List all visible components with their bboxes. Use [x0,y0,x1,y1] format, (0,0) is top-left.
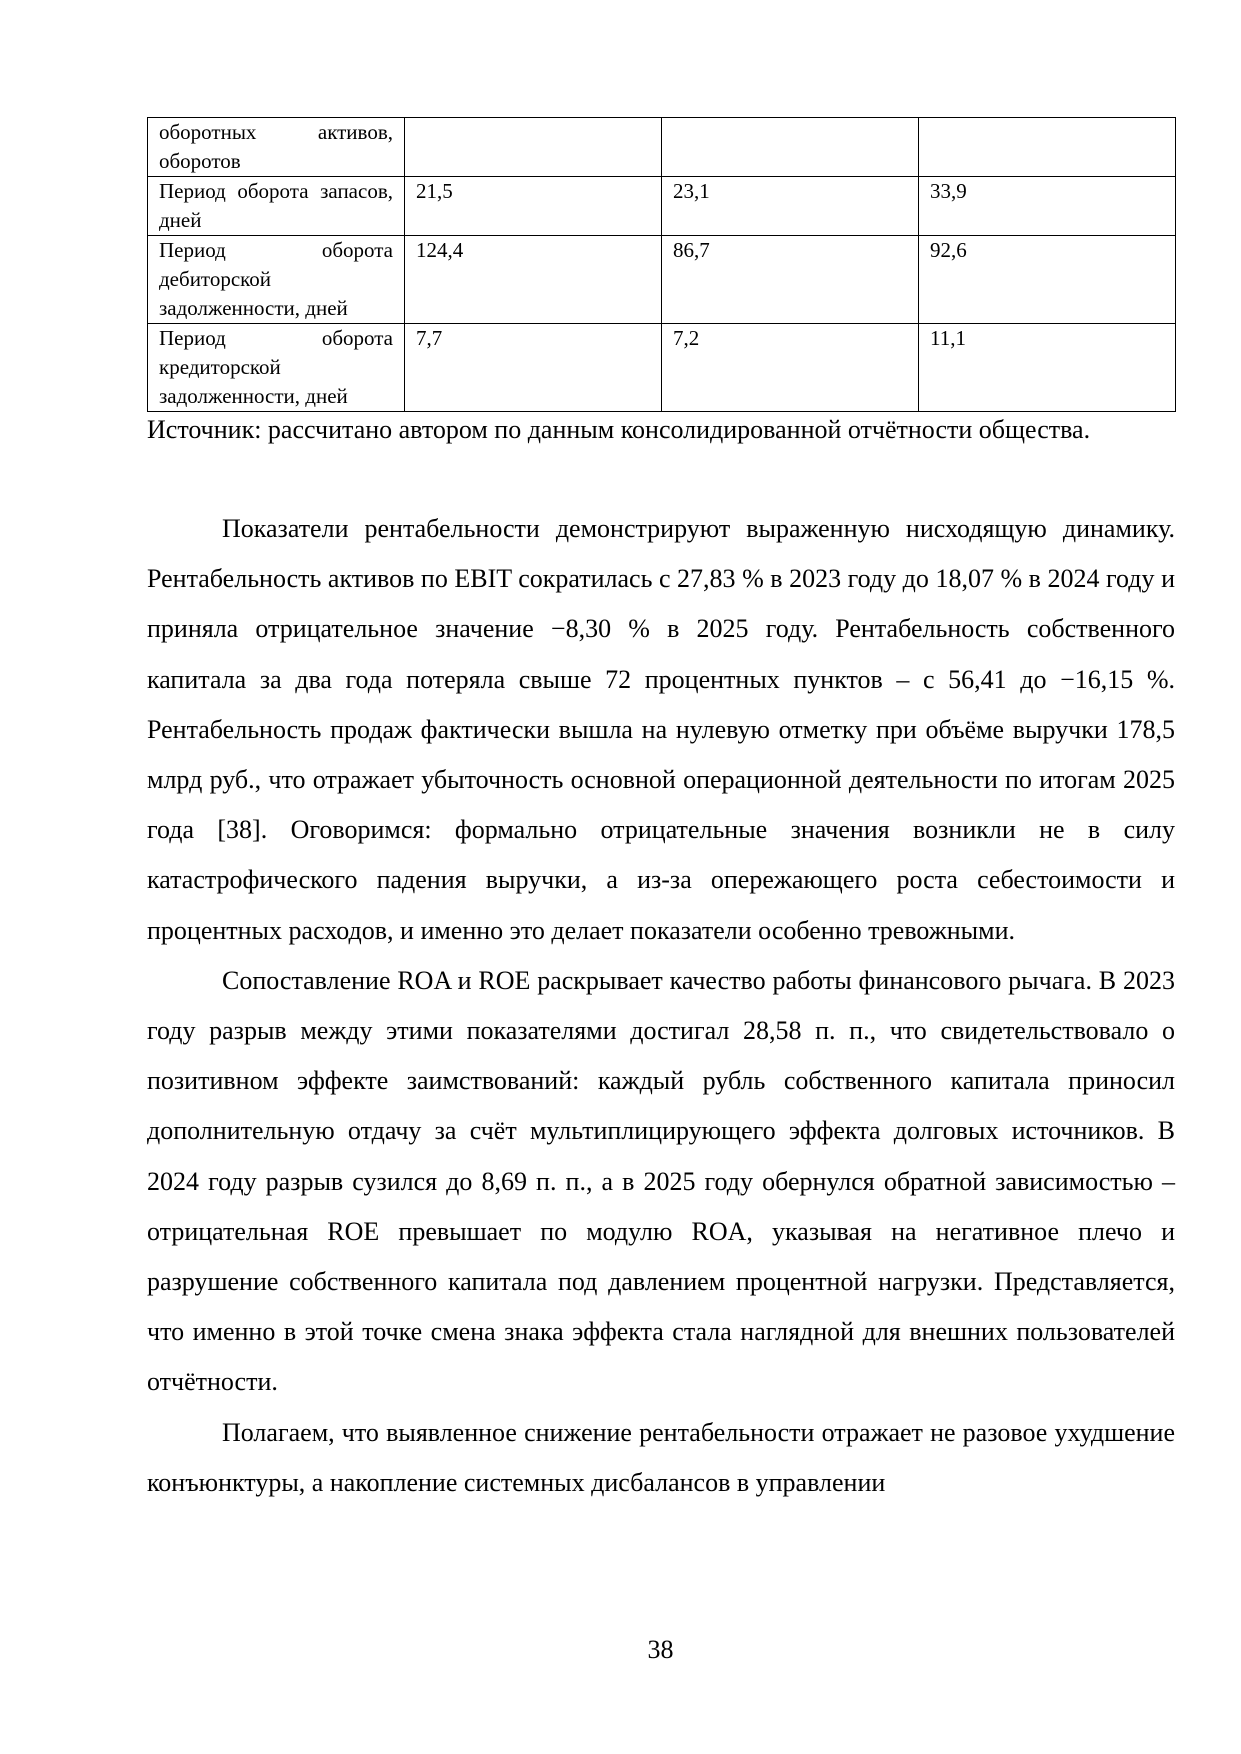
table-source-note: Источник: рассчитано автором по данным консолидированной отчётности общества. [147,415,1091,444]
paragraph-leverage: Сопоставление ROA и ROE раскрывает качество работы финансового рычага. В 2023 году разрыв между этими показателями достигал 28,58 п. п., что свидетельствовало о позитивном эффекте заимствований: каждый рубль собственного капитала приносил дополнительную отдачу за счёт мультиплицирующего эффекта долговых источников. В 2024 году разрыв сузился до 8,69 п. п., а в 2025 году обернулся обратной зависимостью – отрицательная ROE превышает по модулю ROA, указывая на негативное плечо и разрушение собственного капитала под давлением процентной нагрузки. Представляется, что именно в этой точке смена знака эффекта стала наглядной для внешних пользователей отчётности. [147,965,1175,1397]
table-cell: 92,6 [919,236,1176,324]
table-cell: 7,2 [662,324,919,412]
paragraph-conclusion: Полагаем, что выявленное снижение рентабельности отражает не разовое ухудшение конъюнктуры, а накопление системных дисбалансов в управлении [147,1417,1175,1497]
page-number: 38 [647,1635,674,1664]
table-cell-label: Период оборота кредиторской задолженности, дней [148,324,405,412]
table-cell [662,118,919,177]
table-row [148,236,1176,324]
table-cell: 23,1 [662,177,919,236]
body-text [147,504,1175,1508]
table-row [148,324,1176,412]
table-cell [405,118,662,177]
paragraph-profitability: Показатели рентабельности демонстрируют выраженную нисходящую динамику. Рентабельность активов по EBIT сократилась с 27,83 % в 2023 году до 18,07 % в 2024 году и приняла отрицательное значение −8,30 % в 2025 году. Рентабельность собственного капитала за два года потеряла свыше 72 процентных пунктов – с 56,41 до −16,15 %. Рентабельность продаж фактически вышла на нулевую отметку при объёме выручки 178,5 млрд руб., что отражает убыточность основной операционной деятельности по итогам 2025 года [38]. Оговоримся: формально отрицательные значения возникли не в силу катастрофического падения выручки, а из-за опережающего роста себестоимости и процентных расходов, и именно это делает показатели особенно тревожными. [147,514,1175,945]
turnover-table [147,117,1176,412]
table-cell: 86,7 [662,236,919,324]
table-row [148,177,1176,236]
table-cell: 11,1 [919,324,1176,412]
table-cell: 21,5 [405,177,662,236]
table-cell-label: Период оборота дебиторской задолженности, дней [148,236,405,324]
table-cell-label: оборотных активов, оборотов [148,118,405,177]
table-cell-label: Период оборота запасов, дней [148,177,405,236]
table-cell: 124,4 [405,236,662,324]
table-cell: 7,7 [405,324,662,412]
table-row [148,118,1176,177]
table-cell: 33,9 [919,177,1176,236]
table-cell [919,118,1176,177]
